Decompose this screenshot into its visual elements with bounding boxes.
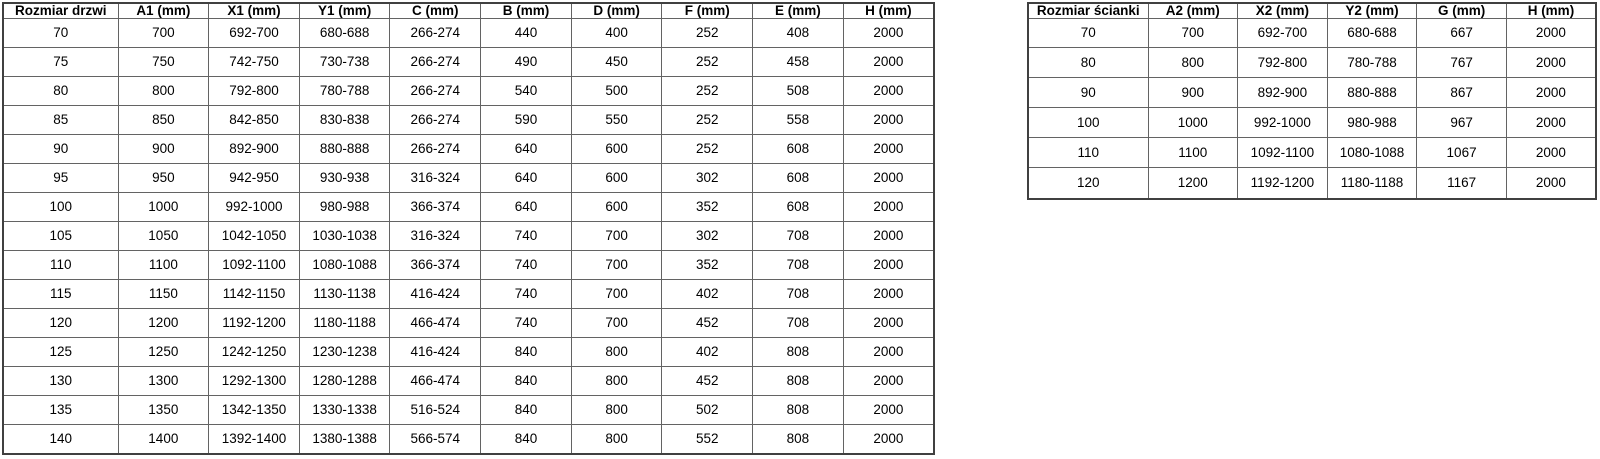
table-cell: 1192-1200 xyxy=(209,308,300,337)
table-cell: 450 xyxy=(571,47,662,76)
table-cell: 1292-1300 xyxy=(209,366,300,395)
table-cell: 2000 xyxy=(1506,108,1596,138)
table-row xyxy=(3,192,934,221)
table-row xyxy=(3,163,934,192)
table-cell: 402 xyxy=(662,279,753,308)
table-cell: 1050 xyxy=(118,221,209,250)
table-cell: 692-700 xyxy=(1238,18,1328,48)
table-cell: 1080-1088 xyxy=(299,250,390,279)
table-cell: 130 xyxy=(3,366,118,395)
table-cell: 2000 xyxy=(843,105,934,134)
table-cell: 950 xyxy=(118,163,209,192)
table-row xyxy=(1028,168,1596,199)
table-cell: 680-688 xyxy=(1327,18,1417,48)
table-cell: 640 xyxy=(481,192,572,221)
table-cell: 1242-1250 xyxy=(209,337,300,366)
table-cell: 700 xyxy=(118,18,209,47)
table-cell: 808 xyxy=(753,337,844,366)
door-size-table xyxy=(2,2,935,455)
table-cell: 740 xyxy=(481,279,572,308)
table-cell: 708 xyxy=(753,279,844,308)
table-cell: 302 xyxy=(662,221,753,250)
table-cell: 540 xyxy=(481,76,572,105)
header-row xyxy=(3,3,934,18)
table-cell: 400 xyxy=(571,18,662,47)
table-cell: 800 xyxy=(571,337,662,366)
column-header: H (mm) xyxy=(843,3,934,18)
table-cell: 85 xyxy=(3,105,118,134)
column-header: D (mm) xyxy=(571,3,662,18)
table-cell: 608 xyxy=(753,163,844,192)
table-cell: 930-938 xyxy=(299,163,390,192)
table-cell: 767 xyxy=(1417,48,1507,78)
table-cell: 700 xyxy=(571,279,662,308)
table-cell: 2000 xyxy=(843,308,934,337)
column-header: Rozmiar ścianki xyxy=(1028,3,1148,18)
column-header: F (mm) xyxy=(662,3,753,18)
table-cell: 992-1000 xyxy=(209,192,300,221)
column-header: G (mm) xyxy=(1417,3,1507,18)
table-cell: 2000 xyxy=(843,221,934,250)
table-row xyxy=(3,76,934,105)
table-cell: 1000 xyxy=(1148,108,1238,138)
table-cell: 1092-1100 xyxy=(209,250,300,279)
table-cell: 90 xyxy=(3,134,118,163)
table-cell: 800 xyxy=(571,424,662,454)
table-cell: 608 xyxy=(753,192,844,221)
table-cell: 416-424 xyxy=(390,279,481,308)
table-cell: 1392-1400 xyxy=(209,424,300,454)
table-cell: 115 xyxy=(3,279,118,308)
column-header: A1 (mm) xyxy=(118,3,209,18)
table-row xyxy=(1028,48,1596,78)
table-row xyxy=(1028,108,1596,138)
table-cell: 880-888 xyxy=(1327,78,1417,108)
table-cell: 502 xyxy=(662,395,753,424)
table-cell: 120 xyxy=(3,308,118,337)
column-header: X2 (mm) xyxy=(1238,3,1328,18)
table-cell: 780-788 xyxy=(1327,48,1417,78)
column-header: E (mm) xyxy=(753,3,844,18)
column-header: B (mm) xyxy=(481,3,572,18)
table-cell: 266-274 xyxy=(390,76,481,105)
column-header: Rozmiar drzwi xyxy=(3,3,118,18)
table-cell: 1300 xyxy=(118,366,209,395)
table-cell: 840 xyxy=(481,337,572,366)
table-row xyxy=(3,308,934,337)
wall-size-table xyxy=(1027,2,1597,200)
table-cell: 1092-1100 xyxy=(1238,138,1328,168)
table-cell: 1042-1050 xyxy=(209,221,300,250)
table-cell: 416-424 xyxy=(390,337,481,366)
table-cell: 1067 xyxy=(1417,138,1507,168)
table-cell: 640 xyxy=(481,163,572,192)
column-header: Y2 (mm) xyxy=(1327,3,1417,18)
column-header: C (mm) xyxy=(390,3,481,18)
table-cell: 90 xyxy=(1028,78,1148,108)
table-cell: 466-474 xyxy=(390,308,481,337)
table-cell: 667 xyxy=(1417,18,1507,48)
table-cell: 105 xyxy=(3,221,118,250)
table-cell: 2000 xyxy=(843,250,934,279)
table-cell: 1150 xyxy=(118,279,209,308)
table-cell: 1200 xyxy=(118,308,209,337)
table-cell: 700 xyxy=(571,308,662,337)
table-cell: 2000 xyxy=(843,76,934,105)
table-row xyxy=(1028,138,1596,168)
table-row xyxy=(1028,78,1596,108)
table-cell: 880-888 xyxy=(299,134,390,163)
table-row xyxy=(1028,18,1596,48)
table-cell: 452 xyxy=(662,308,753,337)
table-cell: 700 xyxy=(571,250,662,279)
table-cell: 2000 xyxy=(843,134,934,163)
table-row xyxy=(3,18,934,47)
table-cell: 252 xyxy=(662,47,753,76)
table-cell: 1230-1238 xyxy=(299,337,390,366)
table-cell: 967 xyxy=(1417,108,1507,138)
column-header: H (mm) xyxy=(1506,3,1596,18)
table-cell: 100 xyxy=(1028,108,1148,138)
table-cell: 458 xyxy=(753,47,844,76)
table-cell: 100 xyxy=(3,192,118,221)
column-header: A2 (mm) xyxy=(1148,3,1238,18)
table-cell: 600 xyxy=(571,163,662,192)
table-cell: 552 xyxy=(662,424,753,454)
table-cell: 2000 xyxy=(843,192,934,221)
table-cell: 1100 xyxy=(1148,138,1238,168)
table-cell: 708 xyxy=(753,250,844,279)
table-cell: 440 xyxy=(481,18,572,47)
table-cell: 1330-1338 xyxy=(299,395,390,424)
table-cell: 942-950 xyxy=(209,163,300,192)
table-cell: 992-1000 xyxy=(1238,108,1328,138)
table-row xyxy=(3,221,934,250)
table-cell: 842-850 xyxy=(209,105,300,134)
table-cell: 1100 xyxy=(118,250,209,279)
table-cell: 252 xyxy=(662,105,753,134)
table-cell: 366-374 xyxy=(390,192,481,221)
table-cell: 252 xyxy=(662,134,753,163)
table-cell: 708 xyxy=(753,308,844,337)
table-cell: 590 xyxy=(481,105,572,134)
table-cell: 490 xyxy=(481,47,572,76)
table-cell: 1030-1038 xyxy=(299,221,390,250)
column-header: X1 (mm) xyxy=(209,3,300,18)
table-cell: 402 xyxy=(662,337,753,366)
table-cell: 730-738 xyxy=(299,47,390,76)
table-cell: 408 xyxy=(753,18,844,47)
table-cell: 135 xyxy=(3,395,118,424)
table-cell: 2000 xyxy=(843,47,934,76)
table-cell: 266-274 xyxy=(390,18,481,47)
table-cell: 850 xyxy=(118,105,209,134)
table-cell: 1350 xyxy=(118,395,209,424)
table-cell: 800 xyxy=(571,366,662,395)
table-cell: 1000 xyxy=(118,192,209,221)
table-cell: 2000 xyxy=(1506,78,1596,108)
table-cell: 640 xyxy=(481,134,572,163)
table-cell: 708 xyxy=(753,221,844,250)
table-cell: 840 xyxy=(481,366,572,395)
table-cell: 70 xyxy=(1028,18,1148,48)
column-header: Y1 (mm) xyxy=(299,3,390,18)
table-cell: 125 xyxy=(3,337,118,366)
table-cell: 550 xyxy=(571,105,662,134)
table-row xyxy=(3,279,934,308)
table-row xyxy=(3,395,934,424)
table-cell: 1192-1200 xyxy=(1238,168,1328,199)
table-cell: 900 xyxy=(118,134,209,163)
table-cell: 120 xyxy=(1028,168,1148,199)
table-cell: 352 xyxy=(662,192,753,221)
table-cell: 1280-1288 xyxy=(299,366,390,395)
table-cell: 700 xyxy=(571,221,662,250)
table-cell: 366-374 xyxy=(390,250,481,279)
table-cell: 466-474 xyxy=(390,366,481,395)
table-cell: 700 xyxy=(1148,18,1238,48)
table-cell: 1400 xyxy=(118,424,209,454)
table-cell: 800 xyxy=(118,76,209,105)
table-cell: 266-274 xyxy=(390,134,481,163)
table-cell: 266-274 xyxy=(390,47,481,76)
table-row xyxy=(3,250,934,279)
table-cell: 302 xyxy=(662,163,753,192)
table-row xyxy=(3,424,934,454)
table-cell: 830-838 xyxy=(299,105,390,134)
table-cell: 2000 xyxy=(1506,48,1596,78)
table-cell: 750 xyxy=(118,47,209,76)
table-cell: 600 xyxy=(571,134,662,163)
table-cell: 800 xyxy=(571,395,662,424)
table-cell: 1250 xyxy=(118,337,209,366)
table-cell: 808 xyxy=(753,424,844,454)
table-cell: 1342-1350 xyxy=(209,395,300,424)
table-cell: 808 xyxy=(753,366,844,395)
table-cell: 500 xyxy=(571,76,662,105)
table-cell: 316-324 xyxy=(390,163,481,192)
table-cell: 110 xyxy=(1028,138,1148,168)
table-cell: 75 xyxy=(3,47,118,76)
table-cell: 110 xyxy=(3,250,118,279)
table-cell: 742-750 xyxy=(209,47,300,76)
table-cell: 516-524 xyxy=(390,395,481,424)
table-cell: 780-788 xyxy=(299,76,390,105)
table-cell: 792-800 xyxy=(1238,48,1328,78)
table-row xyxy=(3,134,934,163)
table-row xyxy=(3,366,934,395)
table-row xyxy=(3,337,934,366)
table-cell: 252 xyxy=(662,18,753,47)
table-cell: 2000 xyxy=(843,337,934,366)
table-cell: 452 xyxy=(662,366,753,395)
table-cell: 900 xyxy=(1148,78,1238,108)
table-cell: 1180-1188 xyxy=(299,308,390,337)
table-cell: 1200 xyxy=(1148,168,1238,199)
table-cell: 980-988 xyxy=(299,192,390,221)
table-cell: 980-988 xyxy=(1327,108,1417,138)
table-cell: 740 xyxy=(481,221,572,250)
table-cell: 252 xyxy=(662,76,753,105)
table-cell: 840 xyxy=(481,424,572,454)
table-row xyxy=(3,47,934,76)
table-cell: 1180-1188 xyxy=(1327,168,1417,199)
table-cell: 600 xyxy=(571,192,662,221)
table-cell: 266-274 xyxy=(390,105,481,134)
table-cell: 608 xyxy=(753,134,844,163)
header-row xyxy=(1028,3,1596,18)
table-cell: 892-900 xyxy=(209,134,300,163)
table-cell: 2000 xyxy=(843,366,934,395)
table-cell: 808 xyxy=(753,395,844,424)
table-cell: 1142-1150 xyxy=(209,279,300,308)
table-cell: 80 xyxy=(3,76,118,105)
table-row xyxy=(3,105,934,134)
table-cell: 1130-1138 xyxy=(299,279,390,308)
table-cell: 2000 xyxy=(843,279,934,308)
table-cell: 70 xyxy=(3,18,118,47)
table-cell: 740 xyxy=(481,308,572,337)
table-cell: 2000 xyxy=(843,163,934,192)
table-cell: 892-900 xyxy=(1238,78,1328,108)
table-cell: 352 xyxy=(662,250,753,279)
table-cell: 2000 xyxy=(1506,138,1596,168)
table-cell: 558 xyxy=(753,105,844,134)
table-cell: 1080-1088 xyxy=(1327,138,1417,168)
table-cell: 692-700 xyxy=(209,18,300,47)
table-cell: 316-324 xyxy=(390,221,481,250)
table-cell: 867 xyxy=(1417,78,1507,108)
table-cell: 1380-1388 xyxy=(299,424,390,454)
table-cell: 508 xyxy=(753,76,844,105)
table-cell: 840 xyxy=(481,395,572,424)
table-cell: 792-800 xyxy=(209,76,300,105)
table-cell: 80 xyxy=(1028,48,1148,78)
table-cell: 680-688 xyxy=(299,18,390,47)
table-cell: 1167 xyxy=(1417,168,1507,199)
table-cell: 566-574 xyxy=(390,424,481,454)
table-cell: 740 xyxy=(481,250,572,279)
table-cell: 2000 xyxy=(1506,18,1596,48)
table-cell: 800 xyxy=(1148,48,1238,78)
table-cell: 2000 xyxy=(843,18,934,47)
table-cell: 95 xyxy=(3,163,118,192)
table-cell: 2000 xyxy=(843,424,934,454)
table-cell: 2000 xyxy=(843,395,934,424)
table-cell: 2000 xyxy=(1506,168,1596,199)
table-cell: 140 xyxy=(3,424,118,454)
